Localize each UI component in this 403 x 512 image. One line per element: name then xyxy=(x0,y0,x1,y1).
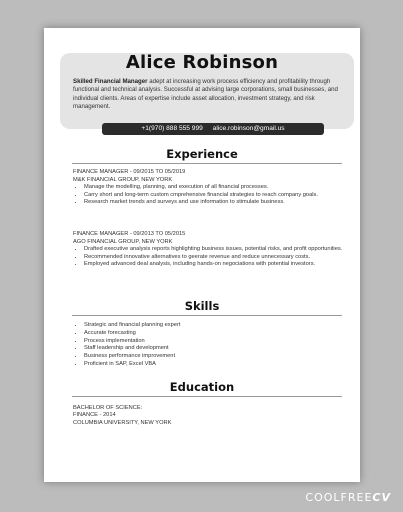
list-item: • Recommended innovative alternatives to geerate revenue and reduce unnecessary costs. xyxy=(84,254,343,262)
list-item: • Business performance improvement xyxy=(84,353,343,361)
list-item: • Staff leadership and development xyxy=(84,345,343,353)
education-heading: Education xyxy=(169,380,235,394)
list-item: • Research market trends and surveys and use information to stimulate business. xyxy=(84,199,343,207)
list-item: • Carry short and long-term custom cmprehensive financial strategies to reach company goals. xyxy=(84,192,343,200)
summary-lead: Skilled Financial Manager xyxy=(73,78,148,85)
skills-list xyxy=(73,322,343,369)
skills-heading: Skills xyxy=(184,299,220,313)
job-1-title: FINANCE MANAGER - 09/2015 TO 05/2019 xyxy=(73,169,186,175)
list-item: • Accurate forecasting xyxy=(84,330,343,338)
list-item: • Employed advanced deal analysis, including hands-on negociations with potential investors. xyxy=(84,261,343,269)
list-item: • Proficient in SAP, Excel VBA xyxy=(84,361,343,369)
brand-cv: CV xyxy=(372,491,391,504)
summary-text: adept at increasing work process efficiency and profitability through functional and technical analysis. Successful at advising large corporations, small businesses, and individual clients. Areas of expertise include asset allocation, investment strategy, and risk management. xyxy=(73,78,338,111)
summary xyxy=(73,78,343,112)
job-1-bullets xyxy=(73,184,343,207)
education-school: COLUMBIA UNIVERSITY, NEW YORK xyxy=(73,419,172,426)
job-1-company: M&K FINANCIAL GROUP, NEW YORK xyxy=(73,176,173,183)
job-2-company: AGO FINANCIAL GROUP, NEW YORK xyxy=(73,238,173,245)
experience-heading: Experience xyxy=(166,147,238,161)
experience-rule xyxy=(72,163,342,164)
brand-logo xyxy=(305,491,391,504)
education-field: FINANCE - 2014 xyxy=(73,412,116,419)
phone: +1(970) 888 555 999 xyxy=(141,125,203,132)
list-item: • Manage the modelling, planning, and execution of all financial processes. xyxy=(84,184,343,192)
list-item: • Process implementation xyxy=(84,338,343,346)
resume-page xyxy=(44,28,360,482)
email: alice.robinson@gmail.us xyxy=(212,125,285,132)
job-1 xyxy=(73,169,343,207)
candidate-name: Alice Robinson xyxy=(125,52,279,73)
contact-bar xyxy=(102,123,324,135)
job-2-bullets xyxy=(73,246,343,269)
education-block xyxy=(73,405,343,427)
education-rule xyxy=(72,396,342,397)
job-2 xyxy=(73,231,343,269)
skills-rule xyxy=(72,315,342,316)
job-2-title: FINANCE MANAGER - 09/2013 TO 05/2015 xyxy=(73,231,186,237)
brand-main: COOLFREE xyxy=(305,491,373,504)
list-item: • Strategic and financial planning expert xyxy=(84,322,343,330)
list-item: • Drafted executive analysis reports highlighting business issues, potential risks, and profit opportunities. xyxy=(84,246,343,254)
education-degree: BACHELOR OF SCIENCE: xyxy=(73,405,143,411)
